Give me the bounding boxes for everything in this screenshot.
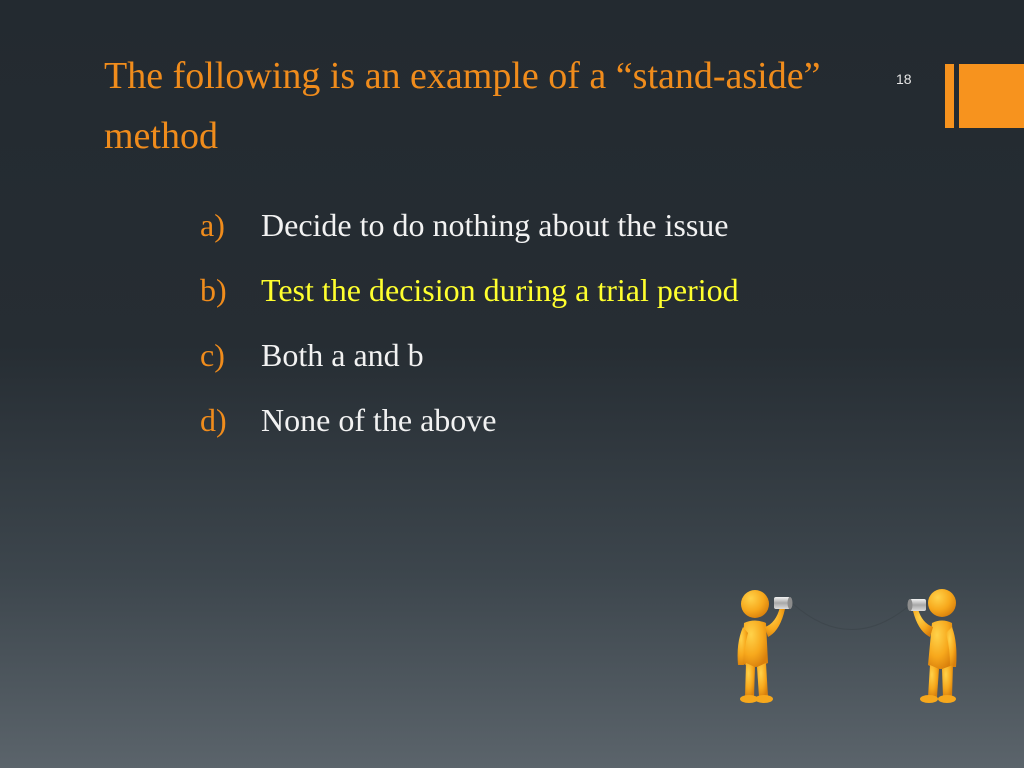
option-text: Test the decision during a trial period [261, 272, 739, 308]
option-letter: c) [200, 337, 225, 373]
right-figure [908, 589, 957, 703]
option-text: Decide to do nothing about the issue [261, 207, 729, 243]
slide-title: The following is an example of a “stand-aside” method [104, 55, 821, 157]
left-figure [738, 590, 793, 703]
tin-can-telephone-figures-icon [730, 585, 970, 710]
option-letter: d) [200, 402, 227, 438]
option-text: None of the above [261, 402, 497, 438]
slide-number: 18 [896, 71, 912, 87]
answer-option-b [200, 262, 739, 327]
option-letter: a) [200, 207, 225, 243]
option-letter: b) [200, 272, 227, 308]
accent-bar [945, 64, 1024, 128]
answer-option-a [200, 197, 739, 262]
option-text: Both a and b [261, 337, 424, 373]
answer-option-d [200, 392, 739, 457]
answer-options-list [200, 197, 739, 457]
accent-bar-thin [945, 64, 954, 128]
answer-option-c [200, 327, 739, 392]
accent-bar-thick [959, 64, 1024, 128]
